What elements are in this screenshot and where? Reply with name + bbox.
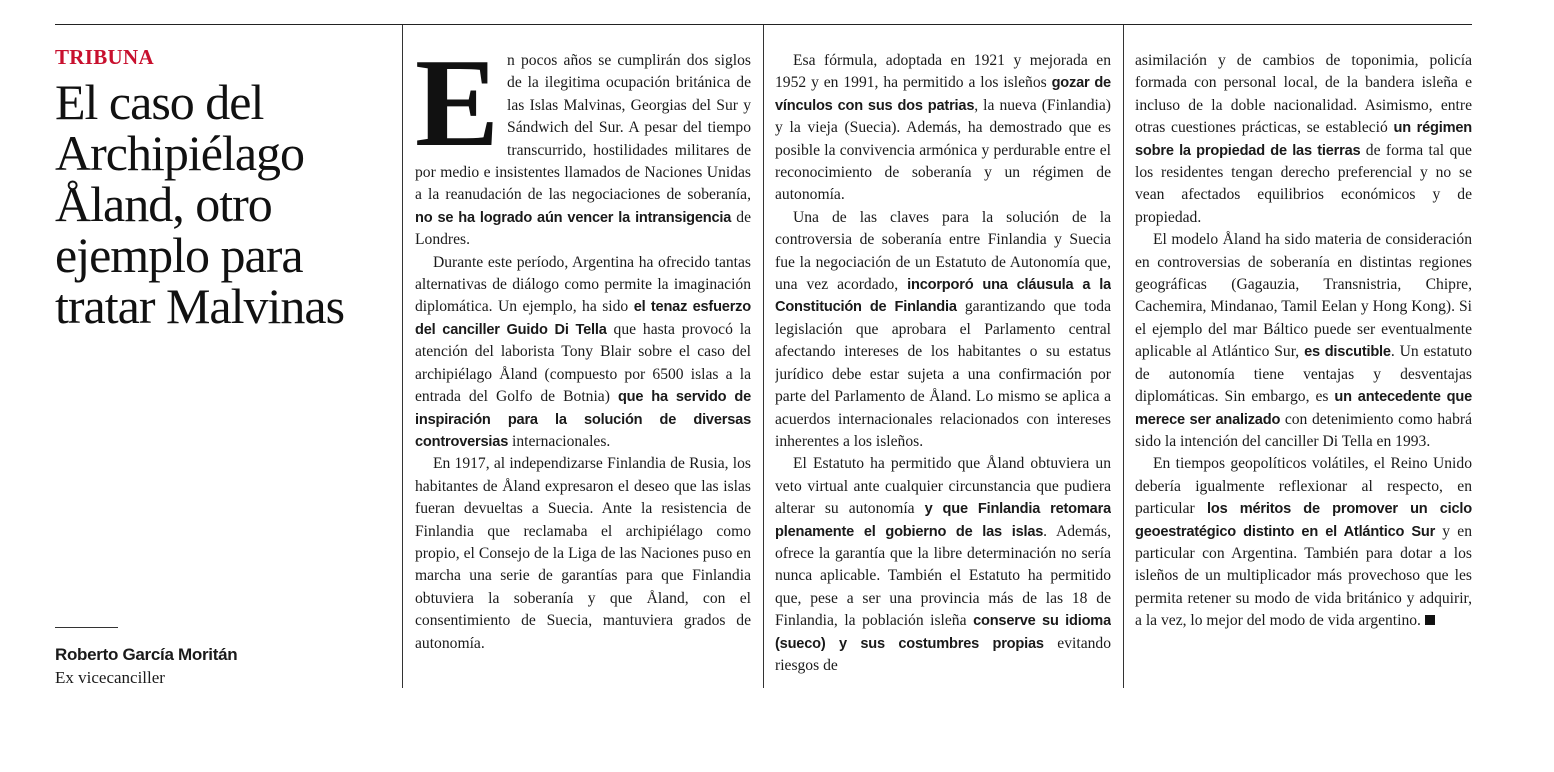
bold-highlight: que ha servido de inspiración para la solución de diversas controversias [415, 389, 751, 450]
bold-highlight: un régimen sobre la propiedad de las tierras [1135, 120, 1472, 159]
paragraph: En pocos años se cumplirán dos siglos de la ilegitima ocupación británica de las Islas Malvinas, Georgias del Sur y Sándwich del Sur. A pesar del tiempo transcurrido, hostilidades militares de por medio e insistentes llamados de Naciones Unidas a la reanudación de las negociaciones de soberanía, no se ha logrado aún vencer la intransigencia de Londres. [415, 50, 751, 249]
paragraph: Esa fórmula, adoptada en 1921 y mejorada en 1952 y en 1991, ha permitido a los isleños gozar de vínculos con sus dos patrias, la nueva (Finlandia) y la vieja (Suecia). Además, ha demostrado que es posible la convivencia armónica y perdurable entre el reconocimiento de soberanía y un régimen de autonomía. [775, 52, 1111, 204]
byline-rule [55, 627, 118, 628]
paragraph: Una de las claves para la solución de la controversia de soberanía entre Finlandia y Suecia fue la negociación de un Estatuto de Autonomía que, una vez acordado, incorporó una cláusula a la Constitución de Finlandia garantizando que toda legislación que aprobara el Parlamento central afectando intereses de los habitantes o su estatus jurídico debe estar sujeta a una confirmación por parte del Parlamento de Åland. Lo mismo se aplica a acuerdos internacionales relacionados con intereses inherentes a los isleños. [775, 208, 1111, 450]
end-mark [1425, 615, 1435, 625]
paragraph: asimilación y de cambios de toponimia, policía formada con personal local, de la bandera isleña e incluso de la doble nacionalidad. Asimismo, entre otras cuestiones prácticas, se estableció un régimen sobre la propiedad de las tierras de forma tal que los residentes tengan derecho preferencial y no se vean afectados equilibrios económicos y de propiedad. [1135, 52, 1472, 226]
paragraph: En 1917, al independizarse Finlandia de Rusia, los habitantes de Åland expresaron el deseo que las islas fueran devueltas a Suecia. Ante la resistencia de Finlandia que reclamaba el archipiélago como propio, el Consejo de la Liga de las Naciones puso en marcha una serie de garantías para que Finlandia obtuviera la soberanía y que Åland, con el consentimiento de Suecia, mantuviera grados de autonomía. [415, 455, 751, 652]
drop-cap: E [415, 50, 500, 173]
paragraph: El Estatuto ha permitido que Åland obtuviera un veto virtual ante cualquier circunstancia que pudiera alterar su autonomía y que Finlandia retomara plenamente el gobierno de las islas. Además, ofrece la garantía que la libre determinación no sería nunca aplicable. También el Estatuto ha permitido que, pese a ser una provincia más de las 18 de Finlandia, la población isleña conserve su idioma (sueco) y sus costumbres propias evitando riesgos de [775, 455, 1111, 674]
author-name: Roberto García Moritán [55, 645, 238, 664]
author-role: Ex vicecanciller [55, 668, 165, 687]
article-column-2 [775, 50, 1111, 690]
bold-highlight: incorporó una cláusula a la Constitución de Finlandia [775, 277, 1111, 316]
bold-highlight: el tenaz esfuerzo del canciller Guido Di Tella [415, 299, 751, 338]
bold-highlight: es discutible [1304, 344, 1391, 361]
paragraph: El modelo Åland ha sido materia de consideración en controversias de soberanía en distintas regiones geográficas (Gagauzia, Transnistria, Chipre, Cachemira, Mindanao, Tamil Eelan y Hong Kong). Si el ejemplo del mar Báltico puede ser eventualmente aplicable al Atlántico Sur, es discutible. Un estatuto de autonomía tiene ventajas y desventajas diplomáticas. Sin embargo, es un antecedente que merece ser analizado con detenimiento como habrá sido la intención del canciller Di Tella en 1993. [1135, 231, 1472, 450]
headline: El caso del Archipiélago Åland, otro ejemplo para tratar Malvinas [55, 74, 345, 334]
section-label: TRIBUNA [55, 45, 154, 69]
article-column-1 [415, 50, 751, 690]
bold-highlight: un antecedente que merece ser analizado [1135, 389, 1472, 428]
paragraph: En tiempos geopolíticos volátiles, el Reino Unido debería igualmente reflexionar al respecto, en particular los méritos de promover un ciclo geoestratégico distinto en el Atlántico Sur y en particular con Argentina. También para dotar a los isleños de un multiplicador más provechoso que les permita retener su modo de vida británico y adquirir, a la vez, lo mejor del modo de vida argentino. [1135, 455, 1472, 630]
bold-highlight: los méritos de promover un ciclo geoestratégico distinto en el Atlántico Sur [1135, 501, 1472, 540]
bold-highlight: no se ha logrado aún vencer la intransigencia [415, 209, 732, 226]
bold-highlight: y que Finlandia retomara plenamente el gobierno de las islas [775, 501, 1111, 540]
paragraph: Durante este período, Argentina ha ofrecido tantas alternativas de diálogo como permite la imaginación diplomática. Un ejemplo, ha sido el tenaz esfuerzo del canciller Guido Di Tella que hasta provocó la atención del laborista Tony Blair sobre el caso del archipiélago Åland (compuesto por 6500 islas a la entrada del Golfo de Botnia) que ha servido de inspiración para la solución de diversas controversias internacionales. [415, 253, 751, 450]
headline-block [55, 24, 385, 332]
column-rule [763, 25, 764, 688]
bold-highlight: conserve su idioma (sueco) y sus costumbres propias [775, 613, 1111, 652]
column-rule [1123, 25, 1124, 688]
bold-highlight: gozar de vínculos con sus dos patrias [775, 75, 1111, 114]
column-rule [402, 25, 403, 688]
article-column-3 [1135, 50, 1472, 690]
